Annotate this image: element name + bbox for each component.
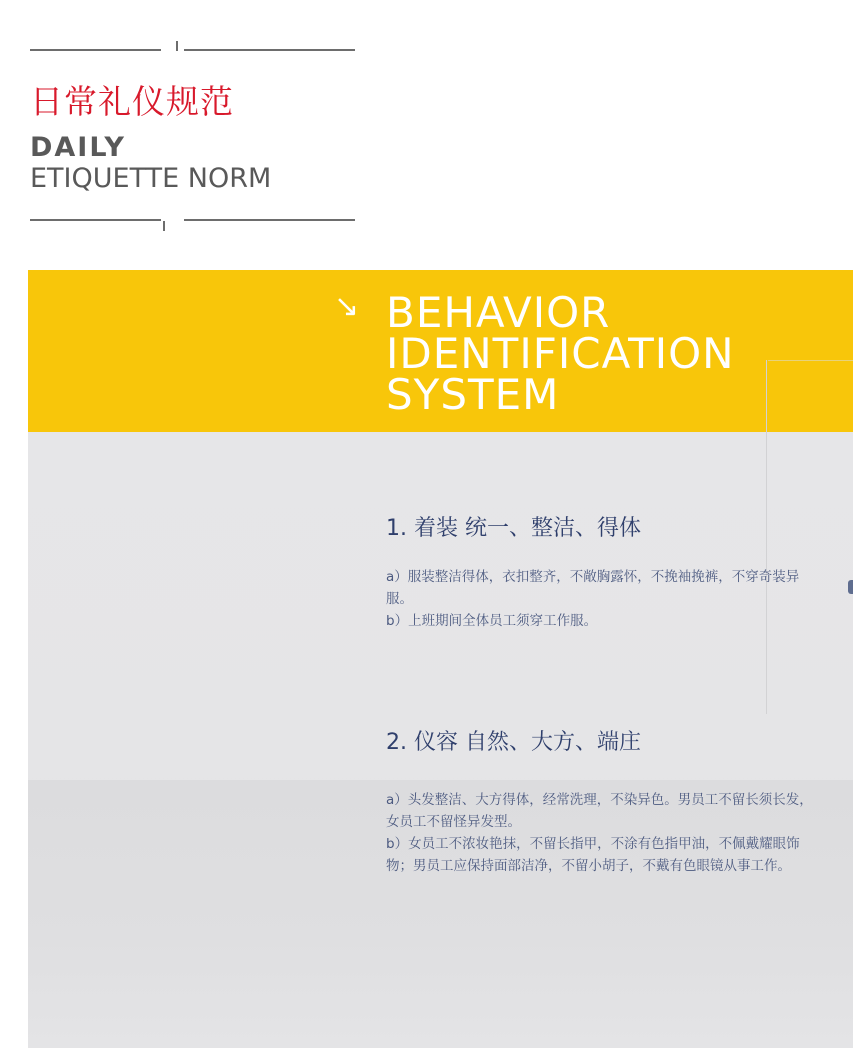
page-title-cn: 日常礼仪规范 xyxy=(30,82,234,121)
section-body-appearance xyxy=(386,789,816,877)
section-heading-attire: 1. 着装 统一、整洁、得体 xyxy=(386,516,641,541)
header-bottom-line-left xyxy=(30,219,161,221)
section-heading-appearance: 2. 仪容 自然、大方、端庄 xyxy=(386,730,641,755)
page-title-en-line2: ETIQUETTE NORM xyxy=(30,163,272,194)
header-top-tick xyxy=(176,41,178,51)
arrow-down-right-icon: ↘ xyxy=(334,289,360,324)
decor-edge-vertical xyxy=(766,360,767,714)
header-bottom-line-right xyxy=(184,219,355,221)
banner-title xyxy=(386,288,735,419)
decor-edge-horizontal xyxy=(768,360,853,361)
header-top-line-right xyxy=(184,49,355,51)
banner-title-line: BEHAVIOR xyxy=(386,288,611,337)
banner-title-line: SYSTEM xyxy=(386,370,560,419)
section-item: a）服装整洁得体，衣扣整齐，不敞胸露怀，不挽袖挽裤，不穿奇装异服。 xyxy=(386,569,800,607)
section-item: b）女员工不浓妆艳抹，不留长指甲，不涂有色指甲油，不佩戴耀眼饰物；男员工应保持面部洁净，不留小胡子，不戴有色眼镜从事工作。 xyxy=(386,836,800,874)
page-title-en-line1: DAILY xyxy=(30,132,126,163)
content-panel xyxy=(28,270,853,1048)
section-item: b）上班期间全体员工须穿工作服。 xyxy=(386,613,598,629)
section-body-attire xyxy=(386,566,816,632)
banner-band xyxy=(28,270,853,432)
header-top-line-left xyxy=(30,49,161,51)
banner-title-line: IDENTIFICATION xyxy=(386,329,735,378)
right-edge-notch xyxy=(848,580,853,594)
header-bottom-tick xyxy=(163,221,165,231)
section-item: a）头发整洁、大方得体，经常洗理，不染异色。男员工不留长须长发，女员工不留怪异发型。 xyxy=(386,792,813,830)
